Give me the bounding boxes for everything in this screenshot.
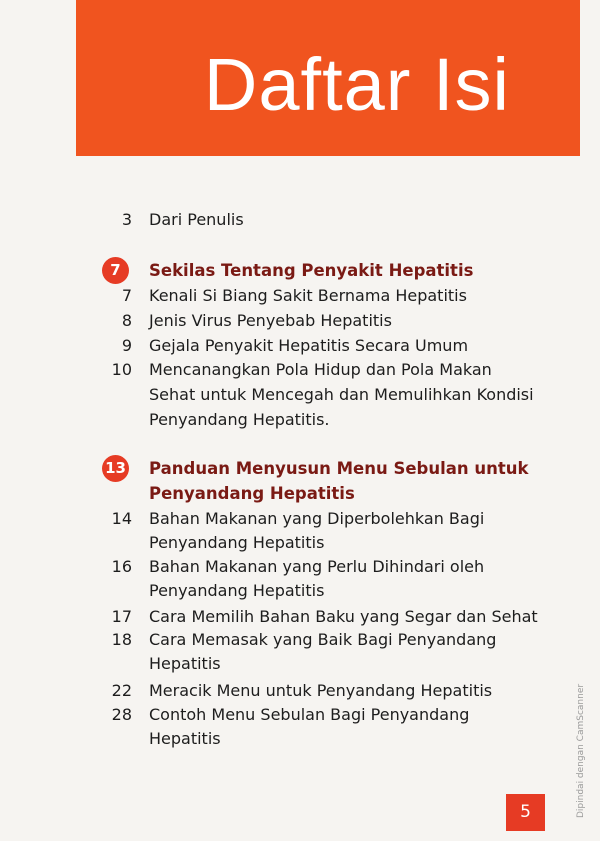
toc-entry-title-line: Bahan Makanan yang Perlu Dihindari oleh [149,557,485,576]
toc-page-number: 9 [121,336,132,355]
toc-entry-title-line: Bahan Makanan yang Diperbolehkan Bagi [149,509,485,528]
toc-page-number: 14 [111,509,132,528]
toc-entry[interactable] [0,358,560,430]
page-title: Daftar Isi [203,43,510,126]
toc-entry-title-line: Penyandang Hepatitis [149,533,325,552]
section-title-line: Panduan Menyusun Menu Sebulan untuk [149,459,529,478]
toc-entry-title: Kenali Si Biang Sakit Bernama Hepatitis [149,286,467,305]
toc-entry-title: Dari Penulis [149,210,244,229]
toc-page-number: 28 [111,705,132,724]
toc-page-number: 3 [121,210,132,229]
toc-entry-title: Meracik Menu untuk Penyandang Hepatitis [149,681,493,700]
section-page-badge: 13 [102,455,129,482]
toc-page-number: 10 [111,360,132,379]
toc-entry[interactable] [0,555,560,603]
toc-page-number: 22 [111,681,132,700]
page-number-box: 5 [506,794,545,831]
section-title-line: Penyandang Hepatitis [149,484,355,503]
toc-entry-title: Cara Memilih Bahan Baku yang Segar dan Sehat [149,607,538,626]
toc-entry[interactable] [0,507,560,555]
toc-entry-title: Jenis Virus Penyebab Hepatitis [149,311,392,330]
section-page-badge: 7 [102,257,129,284]
toc-entry[interactable] [0,703,560,751]
toc-entry-title: Gejala Penyakit Hepatitis Secara Umum [149,336,469,355]
toc-entry-title-line: Mencanangkan Pola Hidup dan Pola Makan [149,360,492,379]
scanner-watermark: Dipindai dengan CamScanner [576,683,586,818]
section-heading[interactable] [0,257,560,285]
toc-entry-title-line: Contoh Menu Sebulan Bagi Penyandang [149,705,470,724]
toc-entry-title-line: Sehat untuk Mencegah dan Memulihkan Kondisi [149,385,534,404]
toc-entry-title-line: Penyandang Hepatitis [149,581,325,600]
section-title: Sekilas Tentang Penyakit Hepatitis [149,261,474,280]
toc-page-number: 7 [121,286,132,305]
toc-page-number: 18 [111,630,132,649]
toc-entry-title-line: Hepatitis [149,654,221,673]
toc-page-number: 16 [111,557,132,576]
toc-entry-title-line: Cara Memasak yang Baik Bagi Penyandang [149,630,497,649]
section-heading[interactable] [0,455,560,507]
toc-entry-title-line: Penyandang Hepatitis. [149,410,330,429]
header-band [76,0,580,156]
toc-page-number: 17 [111,607,132,626]
toc-entry-title-line: Hepatitis [149,729,221,748]
toc-page-number: 8 [121,311,132,330]
toc-entry[interactable] [0,628,560,676]
